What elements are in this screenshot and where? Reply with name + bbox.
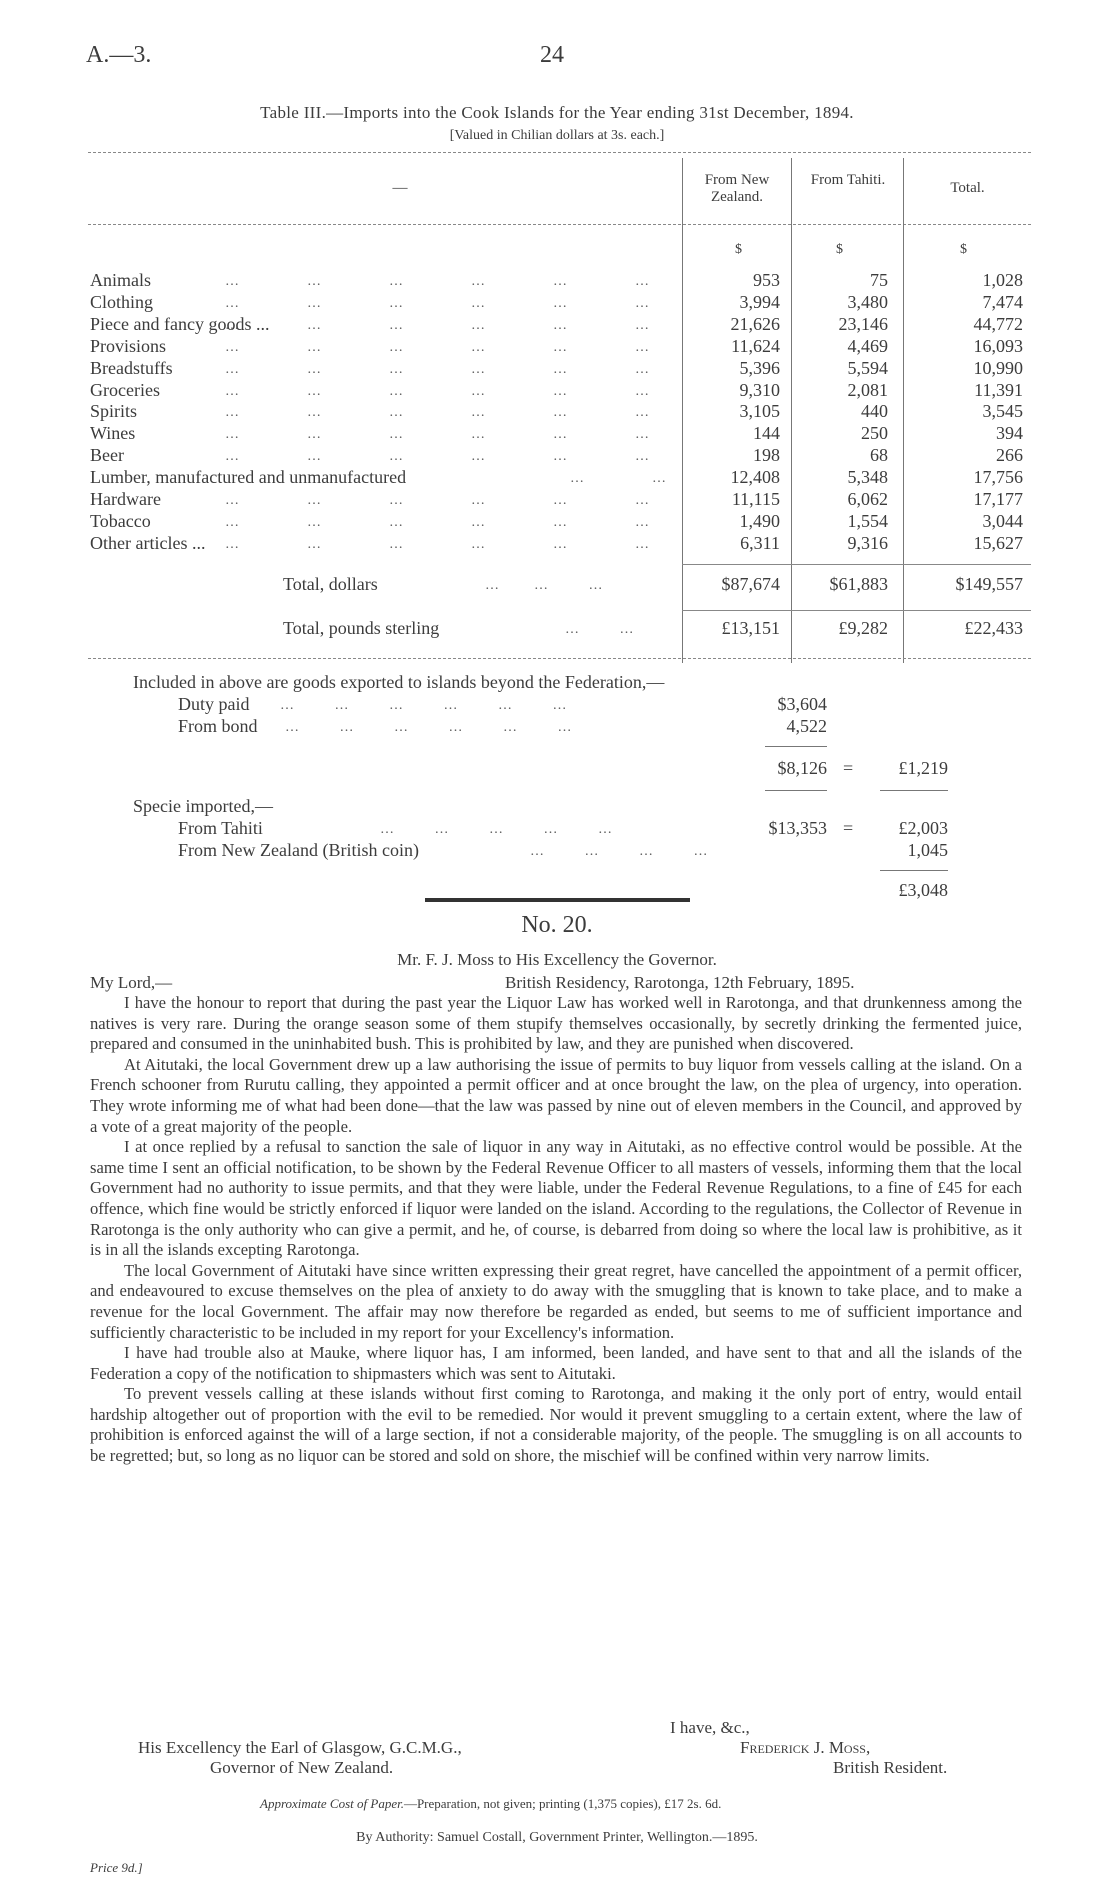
leader-dots: … … …: [485, 578, 605, 593]
currency-mark: $: [735, 242, 742, 257]
cell-nz: 1,490: [739, 511, 780, 531]
cell-tahiti: 2,081: [847, 380, 888, 400]
column-divider: [682, 158, 683, 663]
addressee-line: His Excellency the Earl of Glasgow, G.C.M.G.,: [138, 1738, 462, 1757]
leader-dots: … … … …: [530, 844, 710, 859]
leader-dots: … … … … … …: [280, 698, 569, 713]
cell-total: 15,627: [973, 533, 1023, 553]
column-divider: [903, 158, 904, 663]
addressee-line: Governor of New Zealand.: [210, 1758, 394, 1777]
cell-total: 16,093: [973, 336, 1023, 356]
leader-dots: … … … … … …: [225, 405, 651, 420]
leader-dots: … … … … … …: [225, 493, 651, 508]
cost-text: —Preparation, not given; printing (1,375 copies), £17 2s. 6d.: [403, 1796, 722, 1811]
row-label: Lumber, manufactured and unmanufactured: [90, 467, 407, 487]
cell-total: 1,028: [982, 270, 1023, 290]
row-label: Groceries: [90, 380, 160, 400]
leader-dots: … … … … … …: [225, 515, 651, 530]
leader-dots: … … … … … …: [225, 318, 651, 333]
cell-nz: 3,994: [739, 292, 780, 312]
leader-dots: … … … … … …: [225, 362, 651, 377]
cell-total: 266: [996, 445, 1023, 465]
table-header-rule: [88, 224, 1031, 225]
printer-authority: By Authority: Samuel Costall, Government Printer, Wellington.—1895.: [356, 1830, 758, 1845]
cell-nz: 21,626: [730, 314, 780, 334]
cell-tahiti: 1,554: [847, 511, 888, 531]
row-label: Wines: [90, 423, 136, 443]
cell-tahiti: 3,480: [847, 292, 888, 312]
document-number: No. 20.: [521, 912, 593, 938]
page-number: 24: [540, 42, 564, 68]
total-dollars-label: Total, dollars: [283, 574, 378, 594]
paragraph: The local Government of Aitutaki have since written expressing their great regret, have cancelled the appointment of a permit officer, and endeavoured to excuse themselves on the plea of anxiety to do away with the smuggling that is known to take place, and to make a revenue for the local Government. The affair may now therefore be regarded as ended, but seems to me of sufficient importance and sufficiently characteristic to be included in my report for your Excellency's information.: [90, 1260, 1022, 1342]
paragraph: I have the honour to report that during the past year the Liquor Law has worked well in Rarotonga, and that drunkenness among the natives is very rare. During the orange season some of them stupify themselves occasionally, by secretly drinking the fermented juice, prepared and consumed in the uninhabited bush. This is prohibited by law, and they are punished when discovered.: [90, 993, 1022, 1054]
cell-total: 394: [996, 423, 1023, 443]
cell-tahiti: 5,594: [847, 358, 888, 378]
signatory-name: Frederick J. Moss,: [740, 1738, 871, 1757]
leader-dots: … … … … … …: [225, 274, 651, 289]
sum-rule: [880, 790, 948, 791]
currency-mark: $: [960, 242, 967, 257]
from-nz-label: From New Zealand (British coin): [178, 840, 419, 860]
leader-dots: … … … … … …: [225, 449, 651, 464]
leader-dots: … …: [565, 622, 636, 637]
row-label: Other articles ...: [90, 533, 206, 553]
column-divider: [791, 158, 792, 663]
cell-nz: 953: [753, 270, 780, 290]
table-bottom-rule: [88, 658, 1031, 659]
cell-total: 44,772: [973, 314, 1023, 334]
dateline: British Residency, Rarotonga, 12th February, 1895.: [505, 973, 855, 992]
table-title: Table III.—Imports into the Cook Islands for the Year ending 31st December, 1894.: [260, 103, 854, 122]
cell-tahiti: 4,469: [847, 336, 888, 356]
cell-tahiti: 68: [870, 445, 888, 465]
cell-nz: 11,624: [731, 336, 780, 356]
equals-sign: =: [843, 818, 854, 838]
leader-dots: … …: [570, 471, 668, 486]
section-divider: [425, 898, 690, 902]
row-label: Provisions: [90, 336, 167, 356]
from-bond-label: From bond: [178, 716, 258, 736]
cell-nz: 3,105: [739, 401, 780, 421]
table-top-rule: [88, 152, 1031, 153]
row-label: Animals: [90, 270, 151, 290]
total-pounds-total: £22,433: [964, 618, 1023, 638]
cost-note: [260, 1796, 721, 1812]
from-tahiti-pounds: £2,003: [898, 818, 948, 838]
paragraph: At Aitutaki, the local Government drew up a law authorising the issue of permits to buy liquor from vessels calling at the island. On a French schooner from Rurutu calling, they appointed a permit officer and at once brought the law, on the plea of urgency, into operation. They wrote informing me of what had been done—that the law was passed by nine out of eleven members in the Council, and approved by a vote of a great majority of the people.: [90, 1054, 1022, 1136]
specie-intro: Specie imported,—: [133, 796, 273, 816]
table-subtitle: [Valued in Chilian dollars at 3s. each.]: [449, 128, 665, 143]
cell-nz: 11,115: [731, 489, 780, 509]
leader-dots: … … … … … …: [225, 384, 651, 399]
subtotal-dollars: $8,126: [777, 758, 827, 778]
total-pounds-label: Total, pounds sterling: [283, 618, 440, 638]
from-tahiti-label: From Tahiti: [178, 818, 263, 838]
leader-dots: … … … … … …: [285, 720, 574, 735]
row-label: Spirits: [90, 401, 138, 421]
total-dollars-total: $149,557: [955, 574, 1023, 594]
cell-tahiti: 9,316: [847, 533, 888, 553]
cell-nz: 12,408: [730, 467, 780, 487]
from-tahiti-dollars: $13,353: [768, 818, 827, 838]
col-header-total: Total.: [950, 180, 985, 196]
subtotal-pounds: £1,219: [898, 758, 948, 778]
cell-tahiti: 6,062: [847, 489, 888, 509]
corner-label: —: [392, 180, 408, 196]
leader-dots: … … … … … …: [225, 427, 651, 442]
cell-total: 17,177: [973, 489, 1023, 509]
col-header-tahiti: From Tahiti.: [810, 172, 886, 188]
cell-tahiti: 5,348: [847, 467, 888, 487]
cost-label: Approximate Cost of Paper.: [260, 1796, 404, 1811]
total-pounds-nz: £13,151: [721, 618, 780, 638]
closing: I have, &c.,: [670, 1718, 750, 1737]
leader-dots: … … … … … …: [225, 340, 651, 355]
signatory-title: British Resident.: [833, 1758, 948, 1777]
cell-nz: 144: [753, 423, 780, 443]
leader-dots: … … … … … …: [225, 296, 651, 311]
totals-rule: [682, 610, 1031, 611]
salutation: My Lord,—: [90, 973, 173, 992]
sum-rule: [880, 870, 948, 871]
cell-tahiti: 75: [870, 270, 888, 290]
row-label: Clothing: [90, 292, 154, 312]
letter-heading: Mr. F. J. Moss to His Excellency the Governor.: [397, 950, 717, 969]
total-dollars-tahiti: $61,883: [829, 574, 888, 594]
cell-nz: 198: [753, 445, 780, 465]
row-label: Beer: [90, 445, 124, 465]
from-bond-value: 4,522: [786, 716, 827, 736]
included-intro: Included in above are goods exported to islands beyond the Federation,—: [133, 672, 665, 692]
cell-tahiti: 23,146: [838, 314, 888, 334]
cell-total: 7,474: [982, 292, 1023, 312]
row-label: Hardware: [90, 489, 161, 509]
cell-nz: 5,396: [739, 358, 780, 378]
row-label: Breadstuffs: [90, 358, 173, 378]
cell-total: 3,545: [982, 401, 1023, 421]
col-header-nz: From New Zealand.: [704, 172, 770, 205]
paragraph: I have had trouble also at Mauke, where liquor has, I am informed, been landed, and have sent to that and all the islands of the Federation a copy of the notification to shipmasters which was sent to Aitutaki.: [90, 1343, 1022, 1383]
leader-dots: … … … … …: [380, 822, 614, 837]
paragraph: To prevent vessels calling at these islands without first coming to Rarotonga, and making it the only port of entry, would entail hardship altogether out of proportion with the evil to be remedied. Nor would it prevent smuggling to a certain extent, where the law of prohibition is enforced against the will of a large section, if not a considerable majority, of the people. The smuggling is on all accounts to be regretted; but, so long as no liquor can be stored and sold on shore, the mischief will be confined within very narrow limits.: [90, 1384, 1022, 1466]
from-nz-pounds: 1,045: [907, 840, 948, 860]
total-dollars-nz: $87,674: [721, 574, 780, 594]
row-label: Tobacco: [90, 511, 151, 531]
sum-rule: [765, 790, 827, 791]
cell-total: 3,044: [982, 511, 1023, 531]
cell-total: 11,391: [974, 380, 1023, 400]
currency-mark: $: [836, 242, 843, 257]
letter-body: [90, 993, 1022, 1467]
row-label: Piece and fancy goods ...: [90, 314, 270, 334]
paragraph: I at once replied by a refusal to sanction the sale of liquor in any way in Aitutaki, as no effective control would be possible. At the same time I sent an official notification, to be shown by the Federal Revenue Officer to all masters of vessels, informing them that the local Government had no authority to issue permits, and that they were liable, under the Federal Revenue Regulations, to a fine of £45 for each offence, which fine would be strictly enforced if liquor were landed on the island. According to the regulations, the Collector of Revenue in Rarotonga is the only authority who can give a permit, and he, of course, is debarred from doing so where the local law is prohibitive, as it is in all the islands excepting Rarotonga.: [90, 1137, 1022, 1260]
cell-nz: 6,311: [740, 533, 780, 553]
duty-paid-label: Duty paid: [178, 694, 250, 714]
leader-dots: … … … … … …: [225, 537, 651, 552]
cell-tahiti: 440: [861, 401, 888, 421]
cell-tahiti: 250: [861, 423, 888, 443]
total-pounds-tahiti: £9,282: [838, 618, 888, 638]
document-reference: A.—3.: [86, 42, 152, 68]
cell-total: 10,990: [973, 358, 1023, 378]
equals-sign: =: [843, 758, 854, 778]
sum-rule: [765, 746, 827, 747]
price: Price 9d.]: [90, 1860, 143, 1875]
duty-paid-value: $3,604: [777, 694, 827, 714]
cell-total: 17,756: [973, 467, 1023, 487]
totals-rule: [682, 564, 1031, 565]
cell-nz: 9,310: [739, 380, 780, 400]
specie-total: £3,048: [898, 880, 948, 900]
